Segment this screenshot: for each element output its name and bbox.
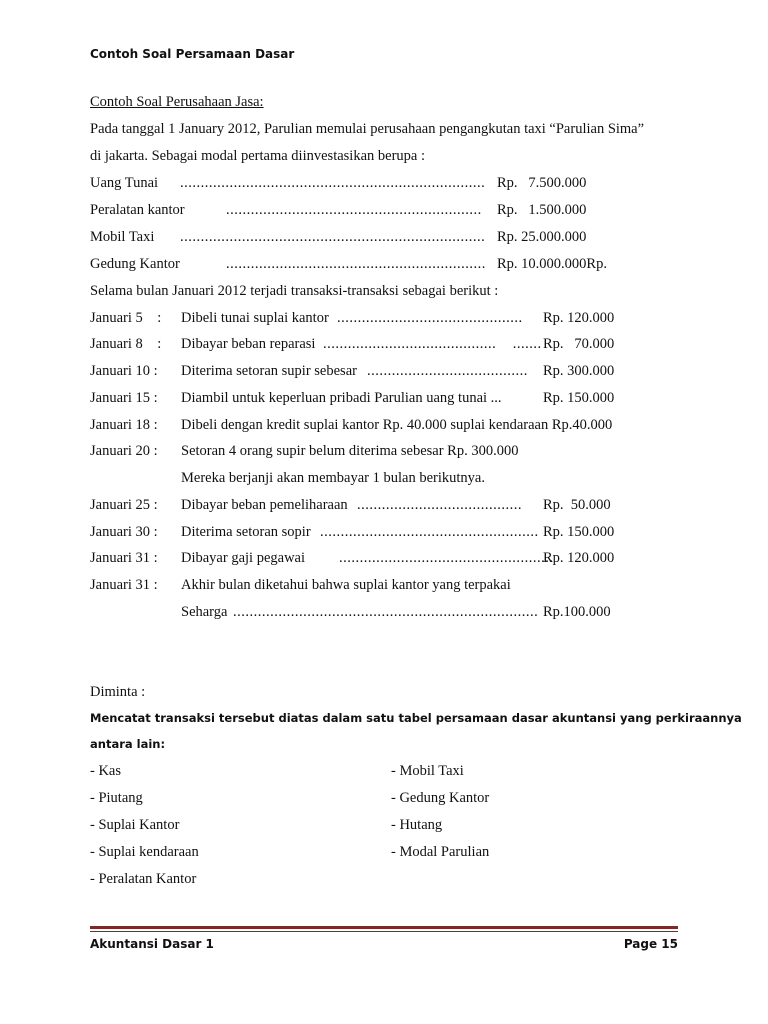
transaction-amount: Rp. 120.000 (543, 550, 615, 566)
account-item: - Piutang (90, 790, 143, 806)
transaction-amount: Rp.100.000 (543, 604, 611, 620)
account-item: - Suplai Kantor (90, 817, 180, 833)
footer-title: Akuntansi Dasar 1 (90, 937, 214, 951)
transaction-desc: Dibayar gaji pegawai (181, 550, 306, 566)
transactions-intro: Selama bulan Januari 2012 terjadi transaksi-transaksi sebagai berikut : (90, 283, 499, 299)
transaction-desc: Dibayar beban reparasi (181, 336, 316, 352)
instruction-line-2: antara lain: (90, 737, 166, 751)
transaction-amount: Rp. 150.000 (543, 524, 615, 540)
account-item: - Peralatan Kantor (90, 871, 197, 887)
leader-dots: ............................................. (337, 310, 523, 326)
transaction-amount: Rp. 300.000 (543, 363, 615, 379)
investment-label: Mobil Taxi (90, 229, 155, 245)
transaction-date: Januari 30 : (90, 524, 158, 540)
section-title: Contoh Soal Perusahaan Jasa: (90, 94, 264, 110)
leader-dots: ........................................ (357, 497, 522, 513)
account-item: - Modal Parulian (391, 844, 490, 860)
account-item: - Gedung Kantor (391, 790, 490, 806)
account-item: - Hutang (391, 817, 443, 833)
investment-amount: Rp. 25.000.000 (497, 229, 587, 245)
page-header-title: Contoh Soal Persamaan Dasar (90, 47, 295, 61)
investment-amount: Rp. 1.500.000 (497, 202, 587, 218)
transaction-date: Januari 31 : (90, 577, 158, 593)
transaction-date: Januari 31 : (90, 550, 158, 566)
instruction-line-1: Mencatat transaksi tersebut diatas dalam satu tabel persamaan dasar akuntansi yang perkiraannya (90, 711, 742, 725)
diminta-label: Diminta : (90, 684, 146, 700)
leader-dots: .................................................... (339, 550, 554, 566)
transaction-desc: Diterima setoran sopir (181, 524, 311, 540)
transaction-date: Januari 20 : (90, 443, 158, 459)
transaction-date: Januari 25 : (90, 497, 158, 513)
transaction-amount: Rp. 50.000 (543, 497, 611, 513)
transaction-desc: Diambil untuk keperluan pribadi Parulian uang tunai ... (181, 390, 502, 406)
investment-label: Gedung Kantor (90, 256, 180, 272)
account-item: - Suplai kendaraan (90, 844, 199, 860)
leader-dots: .......................................................................... (180, 229, 486, 245)
leader-dots: ............................................................... (226, 256, 486, 272)
transaction-desc: Mereka berjanji akan membayar 1 bulan berikutnya. (181, 470, 485, 486)
investment-label: Peralatan kantor (90, 202, 185, 218)
account-item: - Mobil Taxi (391, 763, 464, 779)
transaction-amount: Rp. 150.000 (543, 390, 615, 406)
transaction-desc: Akhir bulan diketahui bahwa suplai kantor yang terpakai (181, 577, 511, 593)
page-number: Page 15 (623, 937, 678, 951)
leader-dots: .......................................................................... (233, 604, 539, 620)
investment-amount: Rp. 7.500.000 (497, 175, 587, 191)
transaction-date: Januari 10 : (90, 363, 158, 379)
footer-rule-thick (90, 926, 678, 929)
investment-label: Uang Tunai (90, 175, 159, 191)
transaction-desc: Dibayar beban pemeliharaan (181, 497, 348, 513)
leader-dots: .............................................................. (226, 202, 482, 218)
intro-line-1: Pada tanggal 1 January 2012, Parulian memulai perusahaan pengangkutan taxi “Parulian Sima” (90, 121, 645, 137)
transaction-amount: Rp. 70.000 (543, 336, 615, 352)
leader-dots: ..................................................... (320, 524, 539, 540)
leader-dots: .......................................... ....... (323, 336, 542, 352)
intro-line-2: di jakarta. Sebagai modal pertama diinvestasikan berupa : (90, 148, 425, 164)
transaction-date: Januari 8 : (90, 336, 162, 352)
transaction-date: Januari 5 : (90, 310, 162, 326)
transaction-date: Januari 15 : (90, 390, 158, 406)
leader-dots: ....................................... (367, 363, 528, 379)
account-item: - Kas (90, 763, 122, 779)
transaction-desc: Setoran 4 orang supir belum diterima sebesar Rp. 300.000 (181, 443, 519, 459)
transaction-date: Januari 18 : (90, 417, 158, 433)
transaction-desc: Diterima setoran supir sebesar (181, 363, 357, 379)
transaction-desc: Dibeli tunai suplai kantor (181, 310, 329, 326)
investment-amount: Rp. 10.000.000Rp. (497, 256, 607, 272)
transaction-desc: Dibeli dengan kredit suplai kantor Rp. 40.000 suplai kendaraan Rp.40.000 (181, 417, 613, 433)
transaction-amount: Rp. 120.000 (543, 310, 615, 326)
footer-rule-thin (90, 931, 678, 932)
transaction-desc: Seharga (181, 604, 228, 620)
leader-dots: .......................................................................... (180, 175, 486, 191)
